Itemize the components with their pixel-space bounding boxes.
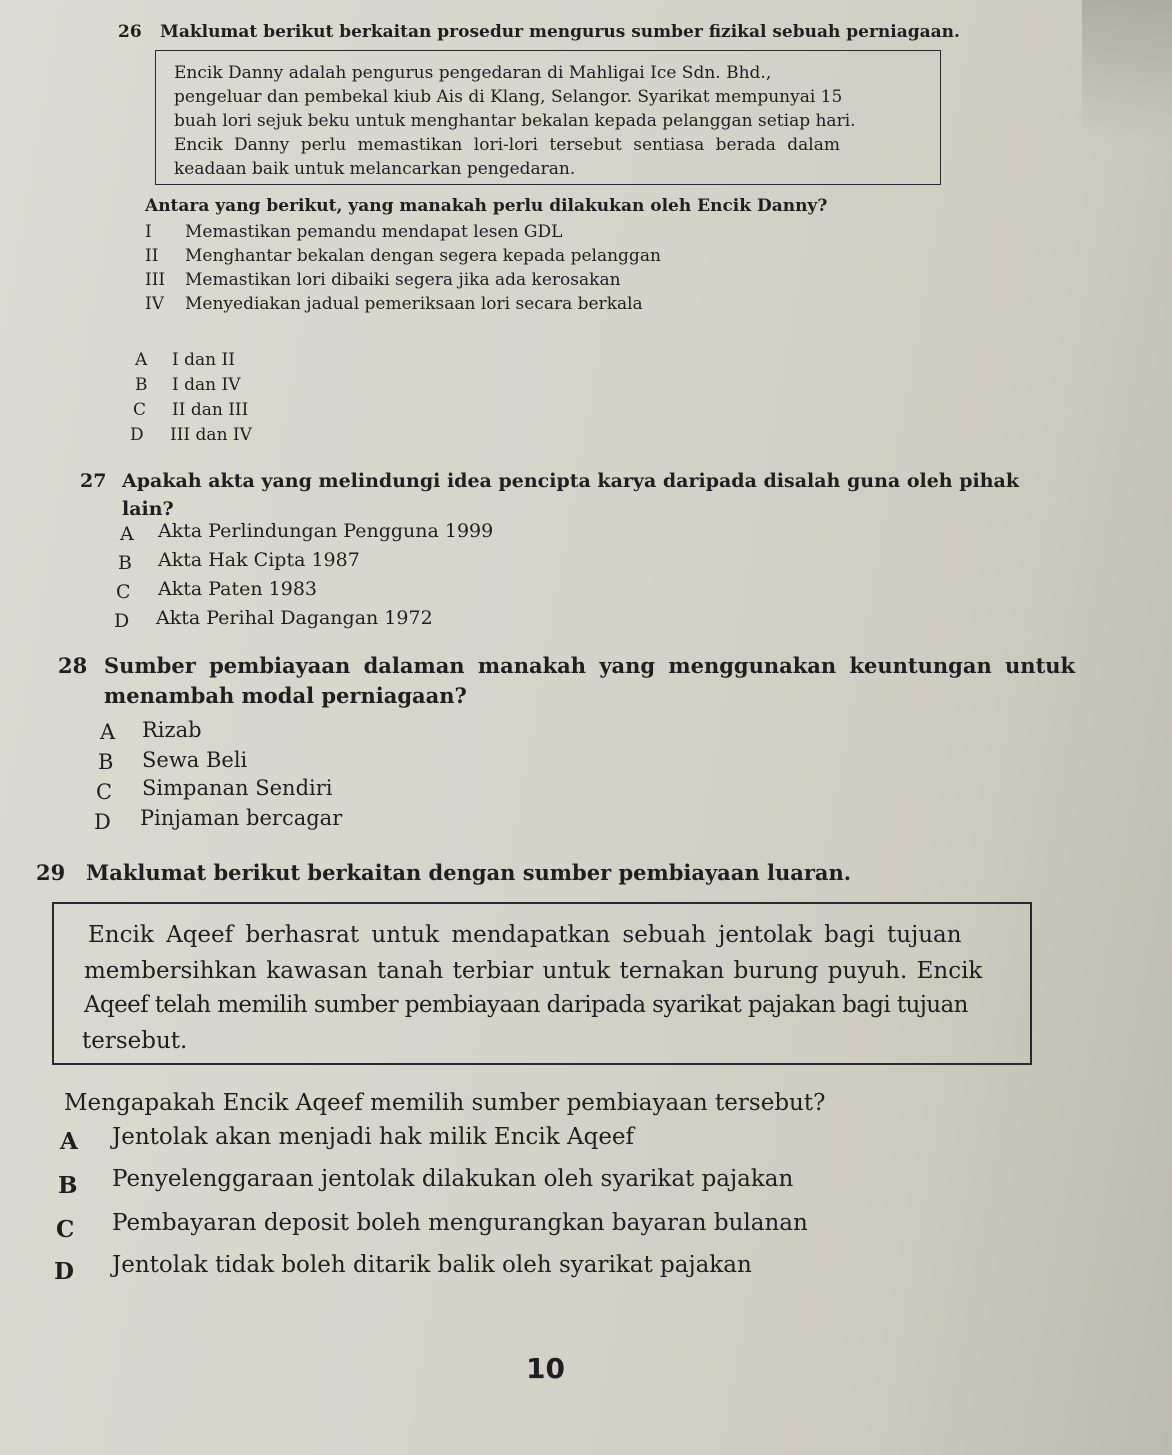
q27-option-d: Akta Perihal Dagangan 1972 (156, 607, 433, 629)
q26-option-c-letter: C (133, 400, 147, 420)
q26-statement-2-num: II (145, 246, 159, 266)
q26-question: Antara yang berikut, yang manakah perlu dilakukan oleh Encik Danny? (145, 196, 828, 216)
q29-number: 29 (36, 860, 66, 885)
q28-number: 28 (58, 653, 88, 678)
q26-statement-4: Menyediakan jadual pemeriksaan lori secara berkala (185, 294, 643, 314)
page-number: 10 (526, 1352, 565, 1385)
q28-option-c: Simpanan Sendiri (142, 776, 333, 800)
q26-box-line-3: buah lori sejuk beku untuk menghantar bekalan kepada pelanggan setiap hari. (174, 111, 856, 131)
q29-intro: Maklumat berikut berkaitan dengan sumber pembiayaan luaran. (86, 860, 852, 885)
q28-option-b-letter: B (98, 750, 114, 774)
q29-box-line-2: membersihkan kawasan tanah terbiar untuk ternakan burung puyuh. Encik (84, 958, 983, 984)
q28-question-line-1: Sumber pembiayaan dalaman manakah yang menggunakan keuntungan untuk (104, 653, 1076, 678)
q27-question-line-2: lain? (122, 498, 174, 520)
q27-option-d-letter: D (114, 610, 130, 632)
q26-option-a: I dan II (172, 350, 235, 370)
q26-box-line-4: Encik Danny perlu memastikan lori-lori tersebut sentiasa berada dalam (174, 135, 840, 155)
q26-number: 26 (118, 22, 142, 42)
q26-statement-3-num: III (145, 270, 166, 290)
q27-number: 27 (80, 470, 107, 492)
q29-question: Mengapakah Encik Aqeef memilih sumber pembiayaan tersebut? (64, 1090, 826, 1116)
q27-option-c-letter: C (116, 581, 131, 603)
q27-option-b: Akta Hak Cipta 1987 (158, 549, 360, 571)
q26-option-d: III dan IV (170, 425, 252, 445)
q26-option-b: I dan IV (172, 375, 241, 395)
q29-option-c-letter: C (56, 1216, 75, 1243)
q29-box-line-1: Encik Aqeef berhasrat untuk mendapatkan sebuah jentolak bagi tujuan (88, 922, 962, 948)
q26-box-line-1: Encik Danny adalah pengurus pengedaran di Mahligai Ice Sdn. Bhd., (174, 63, 772, 83)
q26-option-a-letter: A (135, 350, 148, 370)
q28-option-c-letter: C (96, 780, 113, 804)
q28-question-line-2: menambah modal perniagaan? (104, 683, 467, 708)
q29-option-b-letter: B (58, 1172, 78, 1199)
q29-option-c: Pembayaran deposit boleh mengurangkan bayaran bulanan (112, 1210, 808, 1236)
q27-option-c: Akta Paten 1983 (158, 578, 318, 600)
q27-option-b-letter: B (118, 552, 132, 574)
q26-intro: Maklumat berikut berkaitan prosedur mengurus sumber fizikal sebuah perniagaan. (160, 22, 960, 42)
q29-option-a-letter: A (60, 1128, 78, 1155)
q27-question-line-1: Apakah akta yang melindungi idea pencipta karya daripada disalah guna oleh pihak (122, 470, 1020, 492)
q29-info-box (52, 902, 1032, 1065)
q27-option-a: Akta Perlindungan Pengguna 1999 (158, 520, 494, 542)
q26-statement-2: Menghantar bekalan dengan segera kepada pelanggan (185, 246, 661, 266)
q26-info-box (155, 50, 941, 185)
page-shadow (1082, 0, 1172, 140)
q29-option-d: Jentolak tidak boleh ditarik balik oleh syarikat pajakan (112, 1252, 752, 1278)
q26-option-c: II dan III (172, 400, 249, 420)
q26-statement-1: Memastikan pemandu mendapat lesen GDL (185, 222, 563, 242)
q26-box-line-2: pengeluar dan pembekal kiub Ais di Klang, Selangor. Syarikat mempunyai 15 (174, 87, 843, 107)
q29-option-a: Jentolak akan menjadi hak milik Encik Aqeef (112, 1124, 635, 1150)
q28-option-d: Pinjaman bercagar (140, 806, 343, 830)
q28-option-a: Rizab (142, 718, 202, 742)
q27-option-a-letter: A (120, 523, 134, 545)
q28-option-a-letter: A (100, 720, 116, 744)
q29-box-line-4: tersebut. (82, 1028, 188, 1054)
q29-option-b: Penyelenggaraan jentolak dilakukan oleh syarikat pajakan (112, 1166, 794, 1192)
q28-option-d-letter: D (94, 810, 111, 834)
q29-box-line-3: Aqeef telah memilih sumber pembiayaan daripada syarikat pajakan bagi tujuan (84, 992, 968, 1018)
q29-option-d-letter: D (54, 1258, 74, 1285)
q26-statement-1-num: I (145, 222, 152, 242)
q26-box-line-5: keadaan baik untuk melancarkan pengedaran. (174, 159, 576, 179)
q26-statement-4-num: IV (145, 294, 164, 314)
q28-option-b: Sewa Beli (142, 748, 248, 772)
q26-option-d-letter: D (130, 425, 144, 445)
q26-statement-3: Memastikan lori dibaiki segera jika ada kerosakan (185, 270, 621, 290)
q26-option-b-letter: B (135, 375, 148, 395)
